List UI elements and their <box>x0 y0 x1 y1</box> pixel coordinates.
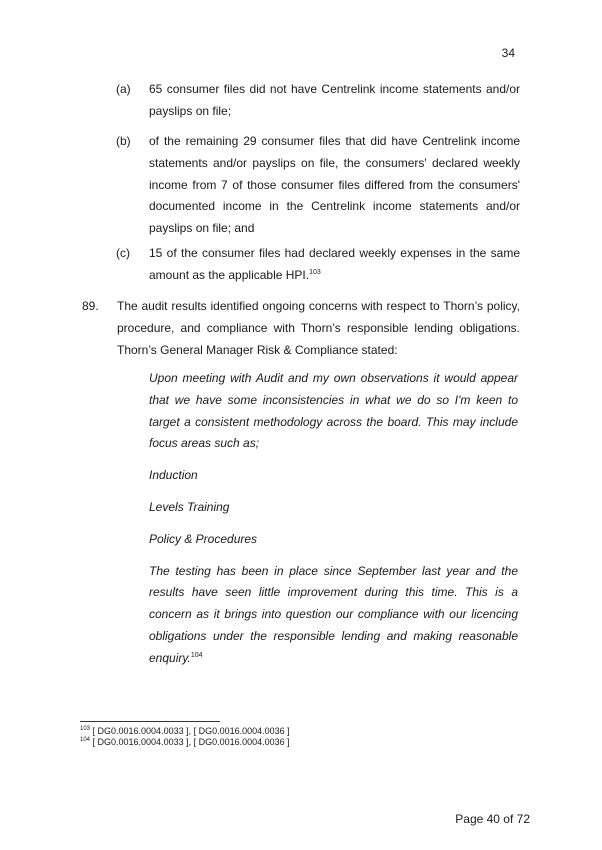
footnote-reference: 103 <box>309 268 321 276</box>
quote-item-induction: Induction <box>149 468 198 483</box>
footnote-divider <box>80 721 220 722</box>
paragraph-89 <box>82 296 520 361</box>
footnote-text: [ DG0.0016.0004.0033 ], [ DG0.0016.0004.0036 ] <box>90 726 290 736</box>
footnote-104 <box>80 737 290 748</box>
paragraph-text: The audit results identified ongoing concerns with respect to Thorn’s policy, procedure, and compliance with Thorn’s responsible lending obligations. Thorn’s General Manager Risk & Compliance stated: <box>117 299 520 357</box>
footnotes <box>80 726 290 748</box>
block-quote <box>149 368 518 680</box>
footnote-103 <box>80 726 290 737</box>
sub-item-a <box>116 79 520 123</box>
sub-item-text-body: 15 of the consumer files had declared weekly expenses in the same amount as the applicable HPI. <box>149 246 520 282</box>
quote-paragraph: Upon meeting with Audit and my own observations it would appear that we have some inconsistencies in what we do so I'm keen to target a consistent methodology across the board. This may include focus areas such as; <box>149 371 518 451</box>
sub-item-c <box>116 243 520 287</box>
sub-item-text: 65 consumer files did not have Centrelink income statements and/or payslips on file; <box>149 82 520 118</box>
quote-item-levels-training: Levels Training <box>149 499 230 514</box>
sub-item-label: (b) <box>116 134 131 148</box>
paragraph-number: 89. <box>82 299 99 313</box>
quote-paragraph <box>149 561 518 670</box>
footnote-number: 104 <box>80 737 91 743</box>
sub-item-text <box>149 243 520 287</box>
sub-item-text: of the remaining 29 consumer files that did have Centrelink income statements and/or payslips on file, the consumers' declared weekly income from 7 of those consumer files differed from the consumers' documented income in the Centrelink income statements and/or payslips on file; and <box>149 134 520 236</box>
sub-item-b <box>116 131 520 240</box>
quote-paragraph-body: The testing has been in place since September last year and the results have seen little improvement during this time. This is a concern as it brings into question our compliance with our licencing obligations under the responsible lending and making reasonable enquiry. <box>149 563 518 665</box>
sub-item-label: (a) <box>116 82 131 96</box>
quote-item-policy-procedures: Policy & Procedures <box>149 531 258 546</box>
page-number: 34 <box>501 46 515 60</box>
footnote-text: [ DG0.0016.0004.0033 ], [ DG0.0016.0004.0036 ] <box>90 737 290 747</box>
footnote-number: 103 <box>80 726 91 732</box>
sub-item-label: (c) <box>116 246 130 260</box>
footnote-reference: 104 <box>190 651 203 659</box>
page-footer: Page 40 of 72 <box>455 812 530 826</box>
